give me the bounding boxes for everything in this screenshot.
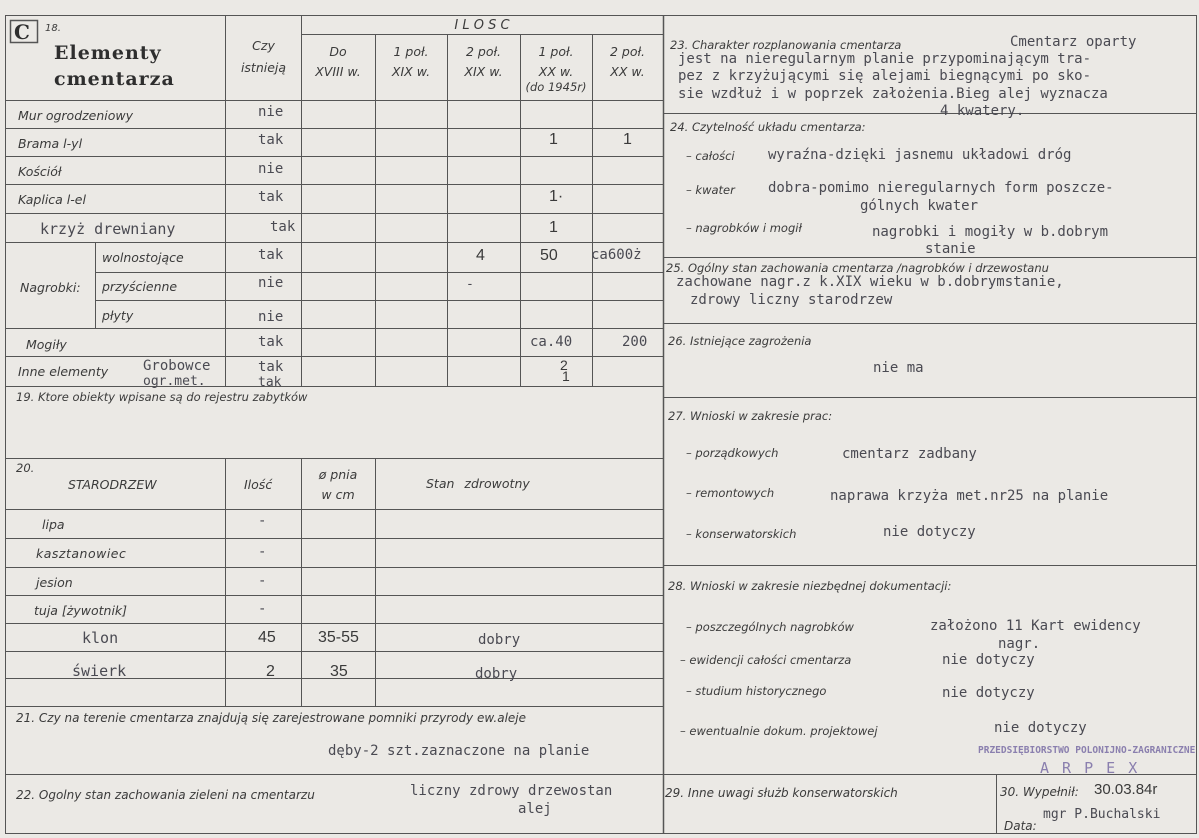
stamp-company-name: A R P E X [1040,759,1140,777]
period-col-4-line1: 1 poł. [538,44,574,59]
q30-name: mgr P.Buchalski [1043,807,1161,822]
q27-item2-value: naprawa krzyża met.nr25 na planie [830,488,1109,504]
q28-item2-value: nie dotyczy [942,652,1035,668]
row-krzyz-label: krzyż drewniany [40,220,176,238]
tree-name-tuja: tuja [żywotnik] [34,603,128,618]
row-inne-extra2: ogr.met. [143,374,206,389]
q21-label: 21. Czy na terenie cmentarza znajdują się zarejestrowane pomniki przyrody ew.aleje [16,711,527,725]
q28-item4-label: – ewentualnie dokum. projektowej [680,724,878,738]
q29-label: 29. Inne uwagi służb konserwatorskich [665,786,898,800]
q23-label: 23. Charakter rozplanowania cmentarza [670,38,902,52]
tree-qty-jesion: - [258,573,267,589]
q24-item3-value2: stanie [925,241,976,257]
period-col-4-line2: XX w. [538,64,574,79]
period-col-2-line2: XIX w. [391,64,431,79]
q22-value-line2: alej [518,801,552,817]
row-kaplica-exists: tak [258,189,284,205]
tree-name-lipa: lipa [42,517,65,532]
q24-item2-value2: gólnych kwater [860,198,979,214]
row-plyty-label: płyty [102,308,134,323]
period-col-3-line2: XIX w. [464,64,503,79]
q24-item1-label: – całości [686,149,735,163]
q30-data-label: Data: [1004,819,1037,833]
q27-item2-label: – remontowych [686,486,775,500]
section-number: 18. [45,23,61,34]
q30-date-value: 30.03.84r [1094,781,1158,798]
tree-name-swierk: świerk [72,662,127,680]
q20-number: 20. [16,461,35,475]
row-kosciol-label: Kościół [18,164,62,179]
q28-item2-label: – ewidencji całości cmentarza [680,653,852,667]
period-col-5-line1: 2 poł. [609,44,646,59]
q21-value: dęby-2 szt.zaznaczone na planie [328,743,590,759]
q20-header-ilosc: Ilość [244,477,273,492]
row-inne-exists1: tak [258,359,284,375]
row-inne-exists2: tak [258,375,282,390]
row-inne-p4a: 2 [560,357,568,373]
title-line2: cmentarza [54,68,175,90]
q23-line5: 4 kwatery. [940,103,1025,119]
tree-qty-lipa: - [258,513,267,529]
tree-dia-klon: 35-55 [318,629,359,646]
col-czy-line2: istnieją [240,60,287,75]
q27-item1-label: – porządkowych [686,446,779,460]
q20-header-starodrzew: STARODRZEW [68,477,157,492]
q28-item1-value2: nagr. [998,636,1041,652]
tree-dia-swierk: 35 [330,663,348,680]
tree-qty-klon: 45 [258,629,276,646]
tree-name-jesion: jesion [36,575,73,590]
tree-state-klon: dobry [478,632,521,648]
row-krzyz-p4: 1 [549,219,558,236]
row-krzyz-exists: tak [270,219,296,235]
row-przysc-label: przyścienne [102,279,178,294]
row-mogily-exists: tak [258,334,284,350]
col-czy-line1: Czy [252,38,275,53]
q24-item2-label: – kwater [686,183,735,197]
row-wolno-exists: tak [258,247,284,263]
row-plyty-exists: nie [258,309,284,325]
section-letter: C [14,20,31,44]
q30-label: 30. Wypełnił: [1000,785,1079,799]
q24-item1-value: wyraźna-dzięki jasnemu układowi dróg [768,147,1072,163]
q22-label: 22. Ogolny stan zachowania zieleni na cmentarzu [16,788,315,802]
q28-label: 28. Wnioski w zakresie niezbędnej dokumentacji: [668,579,952,593]
q20-header-pnia-line2: w cm [321,487,355,502]
period-col-4-line3: (do 1945r) [525,80,587,94]
q22-value-line1: liczny zdrowy drzewostan [410,783,613,799]
nagrobki-label: Nagrobki: [20,280,81,295]
q27-label: 27. Wnioski w zakresie prac: [668,409,833,423]
period-col-1-line1: Do [329,44,347,59]
row-inne-p4b: 1 [562,368,570,384]
row-kaplica-label: Kaplica l-el [18,192,86,207]
q24-item3-label: – nagrobków i mogił [686,221,802,235]
q28-item4-value: nie dotyczy [994,720,1087,736]
tree-name-kasztanowiec: kasztanowiec [36,546,127,561]
period-col-5-line2: XX w. [610,64,645,79]
period-col-3-line1: 2 poł. [465,44,502,59]
row-przysc-exists: nie [258,275,284,291]
row-mogily-label: Mogiły [26,337,67,352]
row-mur-exists: nie [258,104,284,120]
q28-item1-label: – poszczególnych nagrobków [686,620,854,634]
q26-value: nie ma [873,360,924,376]
q23-line4: sie wzdłuż i w poprzek założenia.Bieg alej wyznacza [678,86,1108,102]
title-line1: Elementy [54,42,162,64]
q20-header-stan: Stan zdrowotny [426,476,530,491]
col-ilosc-header: I L O S C [454,18,510,33]
q24-item2-value: dobra-pomimo nieregularnych form poszcze- [768,180,1114,196]
row-wolno-p5: ca600ż [591,247,642,263]
row-inne-extra1: Grobowce [143,358,211,374]
row-inne-label: Inne elementy [18,364,109,379]
q20-header-pnia-line1: ø pnia [318,467,358,482]
q28-item1-value: założono 11 Kart ewidency [930,618,1141,634]
row-wolno-p4: 50 [540,247,558,264]
row-mogily-p5: 200 [622,334,648,350]
tree-qty-kasztanowiec: - [258,544,267,560]
tree-name-klon: klon [82,629,119,647]
stamp-company-line: PRZEDSIĘBIORSTWO POLONIJNO-ZAGRANICZNE [978,745,1196,756]
q27-item3-value: nie dotyczy [883,524,976,540]
row-brama-p5: 1 [623,131,632,148]
q25-line2: zdrowy liczny starodrzew [690,292,893,308]
row-brama-p4: 1 [549,131,558,148]
period-col-2-line1: 1 poł. [393,44,429,59]
q23-line2: jest na nieregularnym planie przypominającym tra- [678,51,1092,67]
q26-label: 26. Istniejące zagrożenia [668,334,812,348]
q23-line3: pez z krzyżującymi się alejami biegnącymi po sko- [678,68,1092,84]
q27-item1-value: cmentarz zadbany [842,446,977,462]
q23-line1: Cmentarz oparty [1010,34,1137,50]
row-kaplica-p4: 1· [549,188,564,205]
q28-item3-value: nie dotyczy [942,685,1035,701]
q25-line1: zachowane nagr.z k.XIX wieku w b.dobrymstanie, [676,274,1064,290]
row-kosciol-exists: nie [258,161,284,177]
q24-item3-value: nagrobki i mogiły w b.dobrym [872,224,1109,240]
q25-label: 25. Ogólny stan zachowania cmentarza /nagrobków i drzewostanu [666,261,1049,275]
q24-label: 24. Czytelność układu cmentarza: [670,120,866,134]
row-brama-exists: tak [258,132,284,148]
tree-qty-tuja: - [258,601,267,617]
row-brama-label: Brama l-yl [18,136,83,151]
row-wolno-label: wolnostojące [102,250,184,265]
tree-qty-swierk: 2 [266,663,275,680]
period-col-1-line2: XVIII w. [315,64,361,79]
row-mur-label: Mur ogrodzeniowy [18,108,134,123]
q19-label: 19. Ktore obiekty wpisane są do rejestru zabytków [16,390,308,404]
tree-state-swierk: dobry [475,666,518,682]
row-przysc-p3: - [466,277,474,292]
q27-item3-label: – konserwatorskich [686,527,797,541]
row-mogily-p4: ca.40 [530,334,573,350]
q28-item3-label: – studium historycznego [686,684,827,698]
row-wolno-p3: 4 [476,247,485,264]
